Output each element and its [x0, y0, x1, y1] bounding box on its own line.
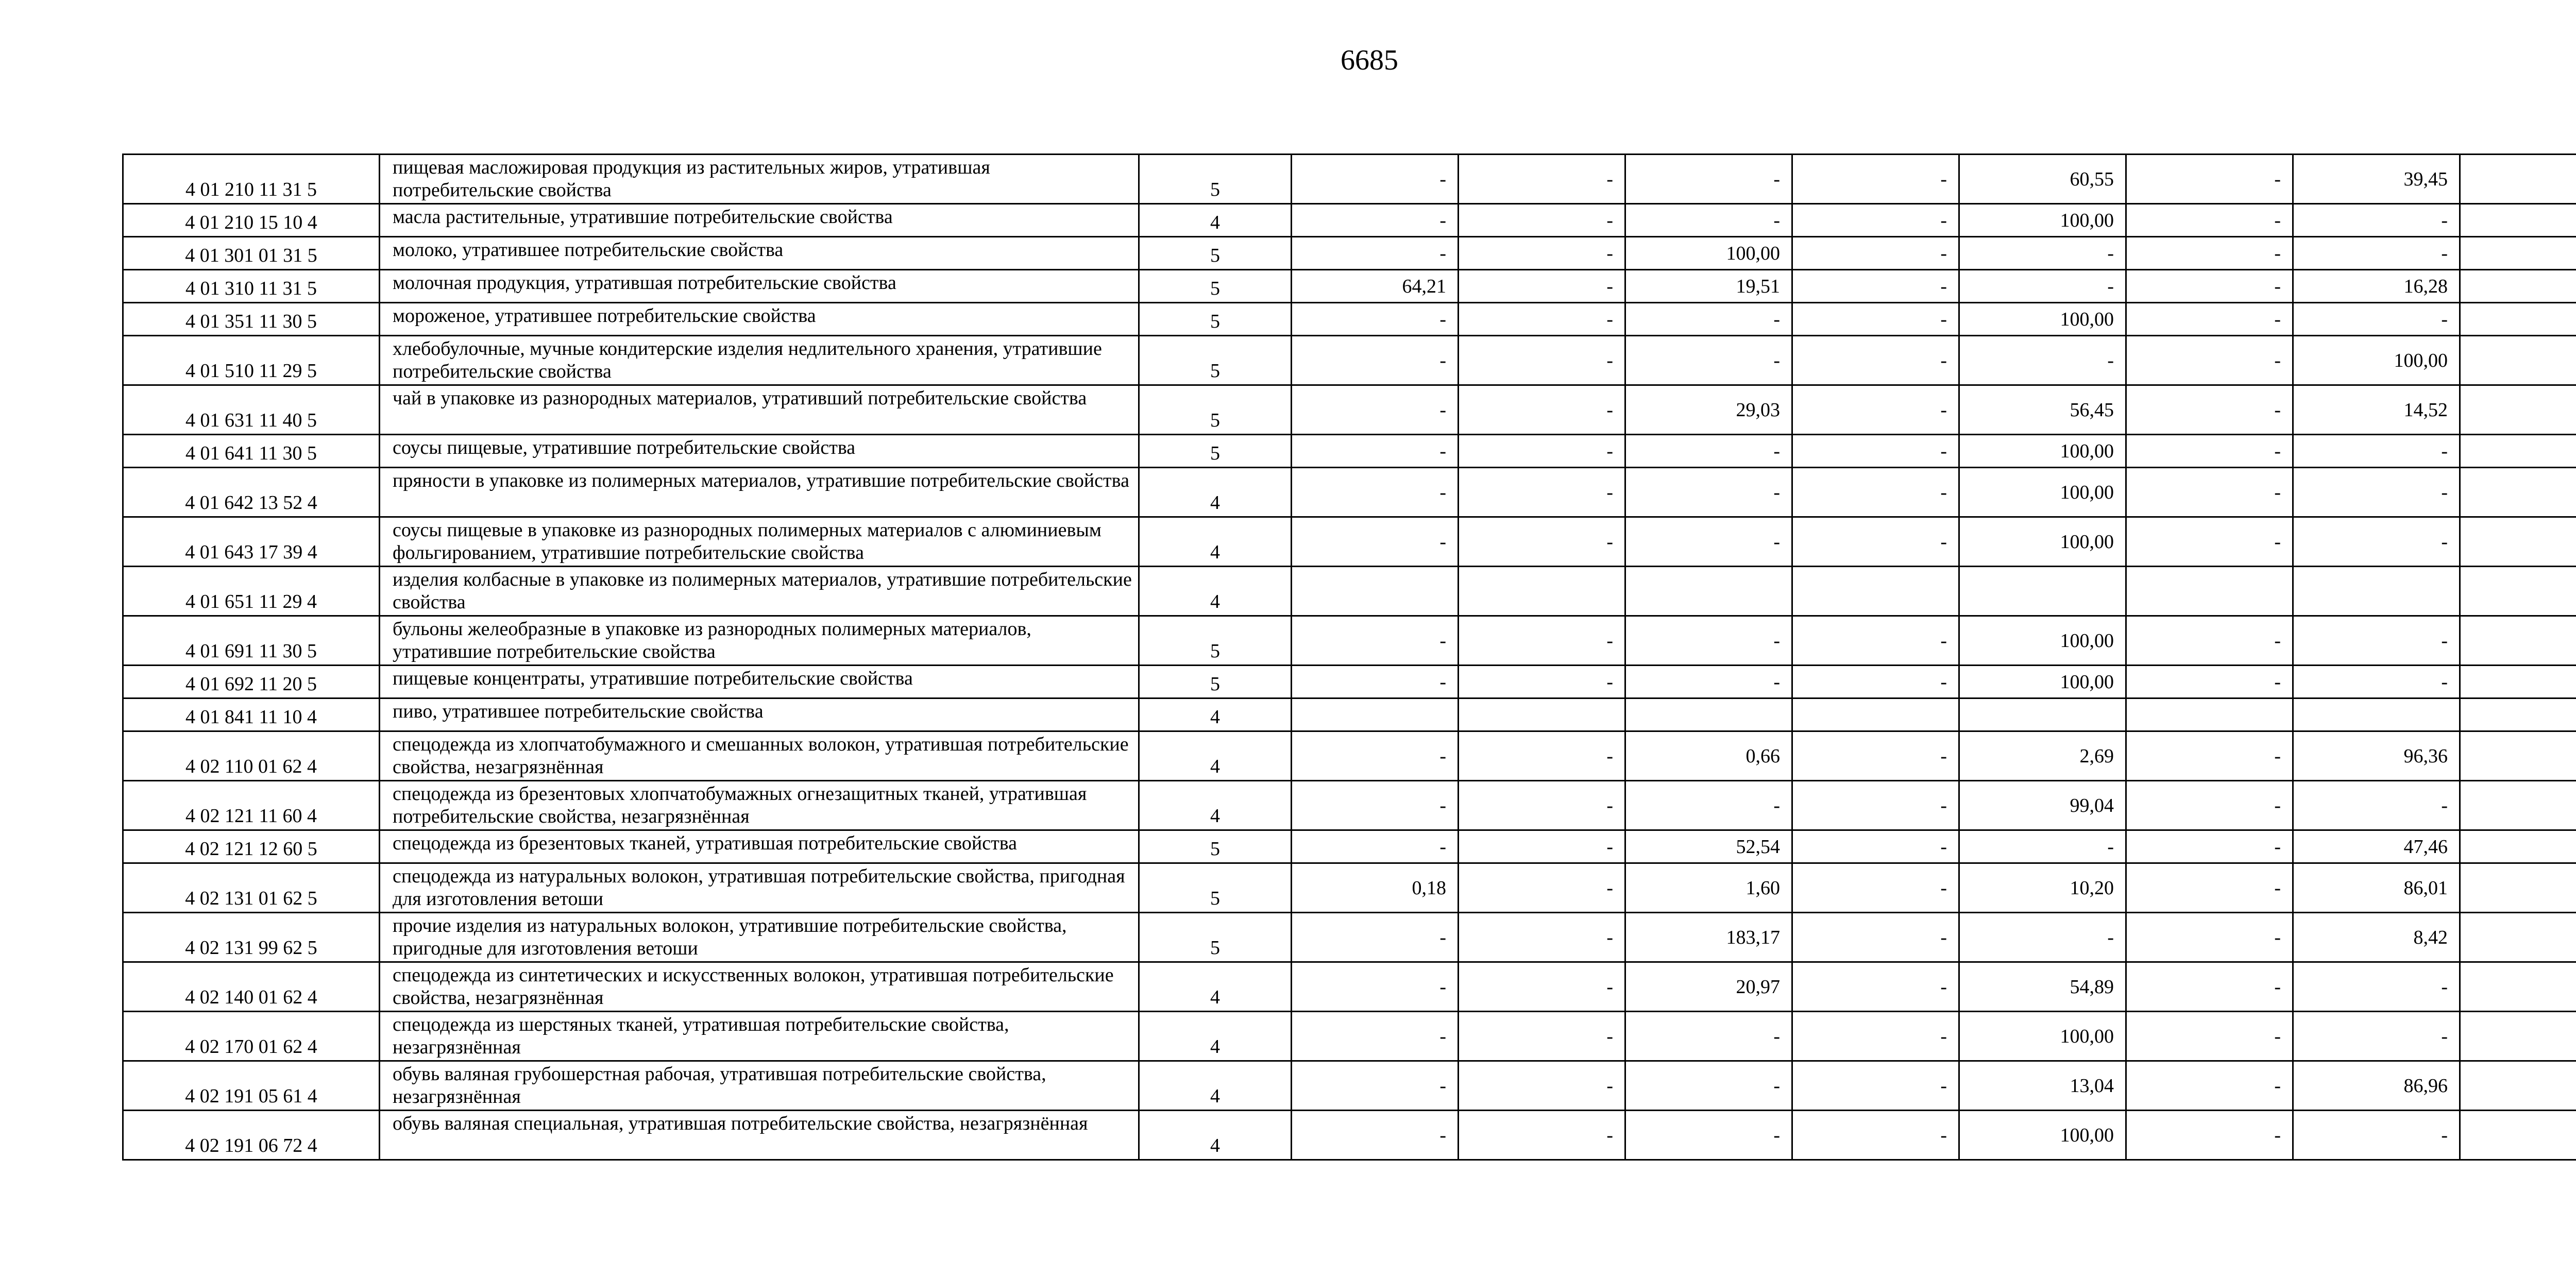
value-cell — [2460, 781, 2576, 830]
waste-data-table — [122, 154, 2576, 1161]
value-cell: 100,00 — [1959, 1012, 2126, 1061]
value-cell: - — [1959, 830, 2126, 863]
hazard-class-cell: 5 — [1139, 616, 1292, 666]
value-cell: - — [2126, 1061, 2293, 1111]
table-row — [123, 1111, 2576, 1160]
value-cell: - — [1459, 830, 1625, 863]
value-cell: 60,55 — [1959, 155, 2126, 204]
value-cell: - — [1459, 336, 1625, 385]
value-cell: - — [1292, 666, 1459, 698]
value-cell: 86,96 — [2293, 1061, 2460, 1111]
waste-code-cell: 4 02 170 01 62 4 — [123, 1012, 380, 1061]
value-cell: - — [1292, 435, 1459, 468]
waste-name-cell: соусы пищевые в упаковке из разнородных полимерных материалов с алюминиевым фольгированием, утратившие потребительские свойства — [380, 517, 1139, 567]
value-cell: 16,28 — [2293, 270, 2460, 303]
value-cell: - — [2293, 1012, 2460, 1061]
value-cell — [2460, 385, 2576, 435]
value-cell — [2126, 698, 2293, 731]
waste-name-cell: масла растительные, утратившие потребительские свойства — [380, 204, 1139, 237]
waste-name-cell: молочная продукция, утратившая потребительские свойства — [380, 270, 1139, 303]
value-cell: - — [2126, 913, 2293, 962]
table-row — [123, 781, 2576, 830]
waste-name-cell: соусы пищевые, утратившие потребительские свойства — [380, 435, 1139, 468]
value-cell: 0,66 — [1625, 731, 1792, 781]
value-cell — [1625, 698, 1792, 731]
value-cell: - — [1292, 237, 1459, 270]
waste-name-cell: пиво, утратившее потребительские свойства — [380, 698, 1139, 731]
hazard-class-cell: 4 — [1139, 468, 1292, 517]
hazard-class-cell: 4 — [1139, 698, 1292, 731]
value-cell — [1625, 567, 1792, 616]
value-cell: - — [2293, 303, 2460, 336]
value-cell: - — [1792, 435, 1959, 468]
hazard-class-cell: 5 — [1139, 155, 1292, 204]
waste-name-cell: бульоны желеобразные в упаковке из разнородных полимерных материалов, утратившие потребительские свойства — [380, 616, 1139, 666]
value-cell — [2460, 698, 2576, 731]
value-cell: - — [1959, 336, 2126, 385]
waste-name-cell: спецодежда из шерстяных тканей, утратившая потребительские свойства, незагрязнённая — [380, 1012, 1139, 1061]
table-row — [123, 517, 2576, 567]
value-cell: 100,00 — [1959, 1111, 2126, 1160]
value-cell: - — [1792, 1061, 1959, 1111]
value-cell: - — [1459, 1012, 1625, 1061]
value-cell — [1292, 698, 1459, 731]
value-cell: - — [2126, 616, 2293, 666]
value-cell — [1792, 567, 1959, 616]
value-cell: - — [1292, 731, 1459, 781]
value-cell — [2460, 913, 2576, 962]
value-cell: - — [1459, 1111, 1625, 1160]
value-cell: - — [2293, 962, 2460, 1012]
value-cell: - — [2126, 666, 2293, 698]
hazard-class-cell: 4 — [1139, 204, 1292, 237]
value-cell: 100,00 — [1959, 517, 2126, 567]
hazard-class-cell: 5 — [1139, 863, 1292, 913]
waste-code-cell: 4 01 631 11 40 5 — [123, 385, 380, 435]
value-cell — [1459, 698, 1625, 731]
value-cell: - — [1625, 517, 1792, 567]
value-cell: - — [1792, 468, 1959, 517]
value-cell: - — [1459, 385, 1625, 435]
value-cell — [2460, 237, 2576, 270]
value-cell: 100,00 — [1625, 237, 1792, 270]
value-cell: - — [1292, 385, 1459, 435]
value-cell — [1292, 567, 1459, 616]
hazard-class-cell: 4 — [1139, 731, 1292, 781]
value-cell: 1,60 — [1625, 863, 1792, 913]
value-cell: - — [2293, 435, 2460, 468]
value-cell: - — [1625, 155, 1792, 204]
value-cell: 54,89 — [1959, 962, 2126, 1012]
value-cell: 39,45 — [2293, 155, 2460, 204]
value-cell: - — [1792, 517, 1959, 567]
value-cell — [2460, 1061, 2576, 1111]
value-cell: - — [1292, 1061, 1459, 1111]
waste-code-cell: 4 01 510 11 29 5 — [123, 336, 380, 385]
value-cell: 47,46 — [2293, 830, 2460, 863]
waste-code-cell: 4 01 641 11 30 5 — [123, 435, 380, 468]
value-cell: - — [1625, 435, 1792, 468]
value-cell: 96,36 — [2293, 731, 2460, 781]
value-cell — [1792, 698, 1959, 731]
value-cell: - — [1292, 616, 1459, 666]
page-number: 6685 — [1341, 44, 1398, 76]
waste-code-cell: 4 01 210 15 10 4 — [123, 204, 380, 237]
value-cell: - — [1625, 1012, 1792, 1061]
table-row — [123, 666, 2576, 698]
waste-code-cell: 4 01 642 13 52 4 — [123, 468, 380, 517]
value-cell: - — [1292, 1012, 1459, 1061]
value-cell: 2,69 — [1959, 731, 2126, 781]
value-cell: - — [1792, 385, 1959, 435]
table-row — [123, 237, 2576, 270]
value-cell: - — [1292, 303, 1459, 336]
value-cell: - — [2126, 204, 2293, 237]
value-cell: - — [1292, 336, 1459, 385]
value-cell: 64,21 — [1292, 270, 1459, 303]
value-cell — [2460, 863, 2576, 913]
value-cell: - — [1459, 616, 1625, 666]
value-cell: - — [1292, 913, 1459, 962]
value-cell — [2460, 567, 2576, 616]
value-cell — [2460, 435, 2576, 468]
value-cell: - — [2293, 616, 2460, 666]
table-row — [123, 913, 2576, 962]
waste-code-cell: 4 02 131 99 62 5 — [123, 913, 380, 962]
value-cell — [2293, 698, 2460, 731]
value-cell: - — [2293, 204, 2460, 237]
waste-code-cell: 4 02 131 01 62 5 — [123, 863, 380, 913]
hazard-class-cell: 5 — [1139, 435, 1292, 468]
value-cell: - — [1792, 962, 1959, 1012]
waste-name-cell: спецодежда из брезентовых тканей, утратившая потребительские свойства — [380, 830, 1139, 863]
value-cell: 52,54 — [1625, 830, 1792, 863]
value-cell: - — [2293, 781, 2460, 830]
value-cell: - — [2126, 336, 2293, 385]
waste-code-cell: 4 01 692 11 20 5 — [123, 666, 380, 698]
value-cell — [2460, 468, 2576, 517]
value-cell: - — [1792, 1111, 1959, 1160]
value-cell: 99,04 — [1959, 781, 2126, 830]
value-cell: - — [1625, 1111, 1792, 1160]
value-cell: - — [1792, 204, 1959, 237]
waste-name-cell: спецодежда из хлопчатобумажного и смешанных волокон, утратившая потребительские свойства, незагрязнённая — [380, 731, 1139, 781]
value-cell — [2460, 962, 2576, 1012]
table-row — [123, 698, 2576, 731]
value-cell: - — [1459, 303, 1625, 336]
value-cell — [2460, 336, 2576, 385]
hazard-class-cell: 4 — [1139, 962, 1292, 1012]
value-cell: - — [2293, 517, 2460, 567]
value-cell: 86,01 — [2293, 863, 2460, 913]
value-cell: - — [2293, 1111, 2460, 1160]
value-cell: 19,51 — [1625, 270, 1792, 303]
value-cell: 100,00 — [1959, 468, 2126, 517]
value-cell — [2293, 567, 2460, 616]
value-cell: - — [2126, 303, 2293, 336]
value-cell: 10,20 — [1959, 863, 2126, 913]
value-cell: - — [1625, 616, 1792, 666]
value-cell: - — [1792, 616, 1959, 666]
table-row — [123, 731, 2576, 781]
value-cell: - — [1459, 517, 1625, 567]
value-cell: 183,17 — [1625, 913, 1792, 962]
value-cell — [1459, 567, 1625, 616]
value-cell: 100,00 — [1959, 435, 2126, 468]
value-cell: - — [1292, 830, 1459, 863]
table-row — [123, 863, 2576, 913]
waste-code-cell: 4 02 110 01 62 4 — [123, 731, 380, 781]
waste-code-cell: 4 02 121 11 60 4 — [123, 781, 380, 830]
value-cell: - — [2126, 270, 2293, 303]
value-cell: - — [2126, 1111, 2293, 1160]
hazard-class-cell: 4 — [1139, 517, 1292, 567]
value-cell: - — [2126, 385, 2293, 435]
hazard-class-cell: 5 — [1139, 336, 1292, 385]
value-cell — [2460, 303, 2576, 336]
value-cell: 8,42 — [2293, 913, 2460, 962]
table-row — [123, 1061, 2576, 1111]
value-cell: - — [2126, 962, 2293, 1012]
hazard-class-cell: 4 — [1139, 781, 1292, 830]
waste-code-cell: 4 01 301 01 31 5 — [123, 237, 380, 270]
waste-code-cell: 4 02 121 12 60 5 — [123, 830, 380, 863]
waste-code-cell: 4 01 351 11 30 5 — [123, 303, 380, 336]
waste-code-cell: 4 01 841 11 10 4 — [123, 698, 380, 731]
value-cell: - — [1292, 1111, 1459, 1160]
value-cell: - — [1792, 303, 1959, 336]
table-row — [123, 830, 2576, 863]
value-cell: - — [1292, 962, 1459, 1012]
value-cell: - — [1625, 336, 1792, 385]
value-cell: - — [1792, 731, 1959, 781]
value-cell: - — [2293, 468, 2460, 517]
value-cell — [2460, 731, 2576, 781]
hazard-class-cell: 5 — [1139, 270, 1292, 303]
value-cell: 100,00 — [1959, 666, 2126, 698]
value-cell: - — [1459, 468, 1625, 517]
waste-name-cell: изделия колбасные в упаковке из полимерных материалов, утратившие потребительские свойства — [380, 567, 1139, 616]
value-cell: 13,04 — [1959, 1061, 2126, 1111]
table-row — [123, 567, 2576, 616]
value-cell: - — [1625, 1061, 1792, 1111]
table-row — [123, 385, 2576, 435]
value-cell: - — [1625, 204, 1792, 237]
hazard-class-cell: 4 — [1139, 1012, 1292, 1061]
waste-name-cell: пряности в упаковке из полимерных материалов, утратившие потребительские свойства — [380, 468, 1139, 517]
waste-code-cell: 4 01 691 11 30 5 — [123, 616, 380, 666]
table-body — [123, 155, 2576, 1160]
value-cell: - — [1459, 155, 1625, 204]
value-cell: - — [2126, 1012, 2293, 1061]
table-row — [123, 204, 2576, 237]
value-cell: - — [1792, 913, 1959, 962]
value-cell: - — [1459, 204, 1625, 237]
value-cell: 100,00 — [1959, 204, 2126, 237]
value-cell: - — [2126, 830, 2293, 863]
table-row — [123, 303, 2576, 336]
value-cell: - — [2126, 731, 2293, 781]
value-cell: - — [1792, 1012, 1959, 1061]
value-cell: - — [1459, 913, 1625, 962]
value-cell: - — [2126, 781, 2293, 830]
value-cell: - — [2293, 237, 2460, 270]
table-row — [123, 270, 2576, 303]
value-cell — [2460, 666, 2576, 698]
table-row — [123, 336, 2576, 385]
value-cell: - — [1792, 336, 1959, 385]
value-cell: - — [1959, 913, 2126, 962]
value-cell: - — [1792, 781, 1959, 830]
value-cell: - — [1625, 303, 1792, 336]
waste-name-cell: пищевая масложировая продукция из растительных жиров, утратившая потребительские свойства — [380, 155, 1139, 204]
hazard-class-cell: 4 — [1139, 567, 1292, 616]
value-cell: 20,97 — [1625, 962, 1792, 1012]
value-cell: - — [1459, 863, 1625, 913]
hazard-class-cell: 4 — [1139, 1111, 1292, 1160]
value-cell: - — [1459, 781, 1625, 830]
value-cell: - — [1292, 204, 1459, 237]
value-cell — [2460, 1111, 2576, 1160]
waste-code-cell: 4 01 651 11 29 4 — [123, 567, 380, 616]
hazard-class-cell: 5 — [1139, 303, 1292, 336]
value-cell: 100,00 — [1959, 616, 2126, 666]
waste-name-cell: хлебобулочные, мучные кондитерские изделия недлительного хранения, утратившие потребительские свойства — [380, 336, 1139, 385]
value-cell: - — [2293, 666, 2460, 698]
value-cell — [1959, 567, 2126, 616]
waste-name-cell: обувь валяная грубошерстная рабочая, утратившая потребительские свойства, незагрязнённая — [380, 1061, 1139, 1111]
waste-name-cell: мороженое, утратившее потребительские свойства — [380, 303, 1139, 336]
waste-name-cell: чай в упаковке из разнородных материалов, утративший потребительские свойства — [380, 385, 1139, 435]
table-row — [123, 1012, 2576, 1061]
waste-code-cell: 4 01 643 17 39 4 — [123, 517, 380, 567]
value-cell: - — [1959, 270, 2126, 303]
value-cell — [1959, 698, 2126, 731]
value-cell: - — [1625, 781, 1792, 830]
waste-code-cell: 4 02 191 05 61 4 — [123, 1061, 380, 1111]
value-cell: - — [1792, 155, 1959, 204]
value-cell: - — [2126, 155, 2293, 204]
value-cell — [2460, 830, 2576, 863]
value-cell: 0,18 — [1292, 863, 1459, 913]
value-cell: 14,52 — [2293, 385, 2460, 435]
table-row — [123, 468, 2576, 517]
hazard-class-cell: 4 — [1139, 1061, 1292, 1111]
value-cell — [2460, 204, 2576, 237]
waste-code-cell: 4 02 140 01 62 4 — [123, 962, 380, 1012]
value-cell: - — [1459, 237, 1625, 270]
value-cell: - — [1459, 435, 1625, 468]
value-cell: - — [1292, 781, 1459, 830]
value-cell: - — [1459, 1061, 1625, 1111]
value-cell: - — [1292, 517, 1459, 567]
value-cell — [2460, 616, 2576, 666]
waste-code-cell: 4 01 310 11 31 5 — [123, 270, 380, 303]
value-cell: - — [2126, 435, 2293, 468]
hazard-class-cell: 5 — [1139, 830, 1292, 863]
table-row — [123, 616, 2576, 666]
value-cell: - — [1792, 863, 1959, 913]
waste-name-cell: пищевые концентраты, утратившие потребительские свойства — [380, 666, 1139, 698]
waste-name-cell: спецодежда из брезентовых хлопчатобумажных огнезащитных тканей, утратившая потребительские свойства, незагрязнённая — [380, 781, 1139, 830]
value-cell: - — [1792, 237, 1959, 270]
value-cell: - — [1459, 666, 1625, 698]
value-cell: - — [1292, 155, 1459, 204]
value-cell: 100,00 — [2293, 336, 2460, 385]
value-cell — [2126, 567, 2293, 616]
waste-code-cell: 4 01 210 11 31 5 — [123, 155, 380, 204]
waste-name-cell: спецодежда из синтетических и искусственных волокон, утратившая потребительские свойства, незагрязнённая — [380, 962, 1139, 1012]
waste-name-cell: обувь валяная специальная, утратившая потребительские свойства, незагрязнённая — [380, 1111, 1139, 1160]
value-cell: - — [1959, 237, 2126, 270]
value-cell: - — [1625, 468, 1792, 517]
hazard-class-cell: 5 — [1139, 385, 1292, 435]
value-cell: - — [1459, 731, 1625, 781]
value-cell: - — [2126, 863, 2293, 913]
value-cell: - — [1292, 468, 1459, 517]
table-row — [123, 435, 2576, 468]
waste-name-cell: прочие изделия из натуральных волокон, утратившие потребительские свойства, пригодные для изготовления ветоши — [380, 913, 1139, 962]
waste-name-cell: молоко, утратившее потребительские свойства — [380, 237, 1139, 270]
value-cell: 56,45 — [1959, 385, 2126, 435]
value-cell: - — [2126, 237, 2293, 270]
hazard-class-cell: 5 — [1139, 666, 1292, 698]
value-cell — [2460, 517, 2576, 567]
value-cell: - — [1792, 666, 1959, 698]
value-cell: - — [1792, 830, 1959, 863]
value-cell: - — [2126, 517, 2293, 567]
value-cell — [2460, 270, 2576, 303]
value-cell: - — [1459, 270, 1625, 303]
table-row — [123, 155, 2576, 204]
value-cell — [2460, 155, 2576, 204]
value-cell: - — [1459, 962, 1625, 1012]
value-cell: - — [1792, 270, 1959, 303]
table-row — [123, 962, 2576, 1012]
value-cell: 29,03 — [1625, 385, 1792, 435]
waste-code-cell: 4 02 191 06 72 4 — [123, 1111, 380, 1160]
waste-name-cell: спецодежда из натуральных волокон, утратившая потребительские свойства, пригодная для изготовления ветоши — [380, 863, 1139, 913]
hazard-class-cell: 5 — [1139, 237, 1292, 270]
value-cell: - — [1625, 666, 1792, 698]
hazard-class-cell: 5 — [1139, 913, 1292, 962]
value-cell: - — [2126, 468, 2293, 517]
value-cell: 100,00 — [1959, 303, 2126, 336]
value-cell — [2460, 1012, 2576, 1061]
